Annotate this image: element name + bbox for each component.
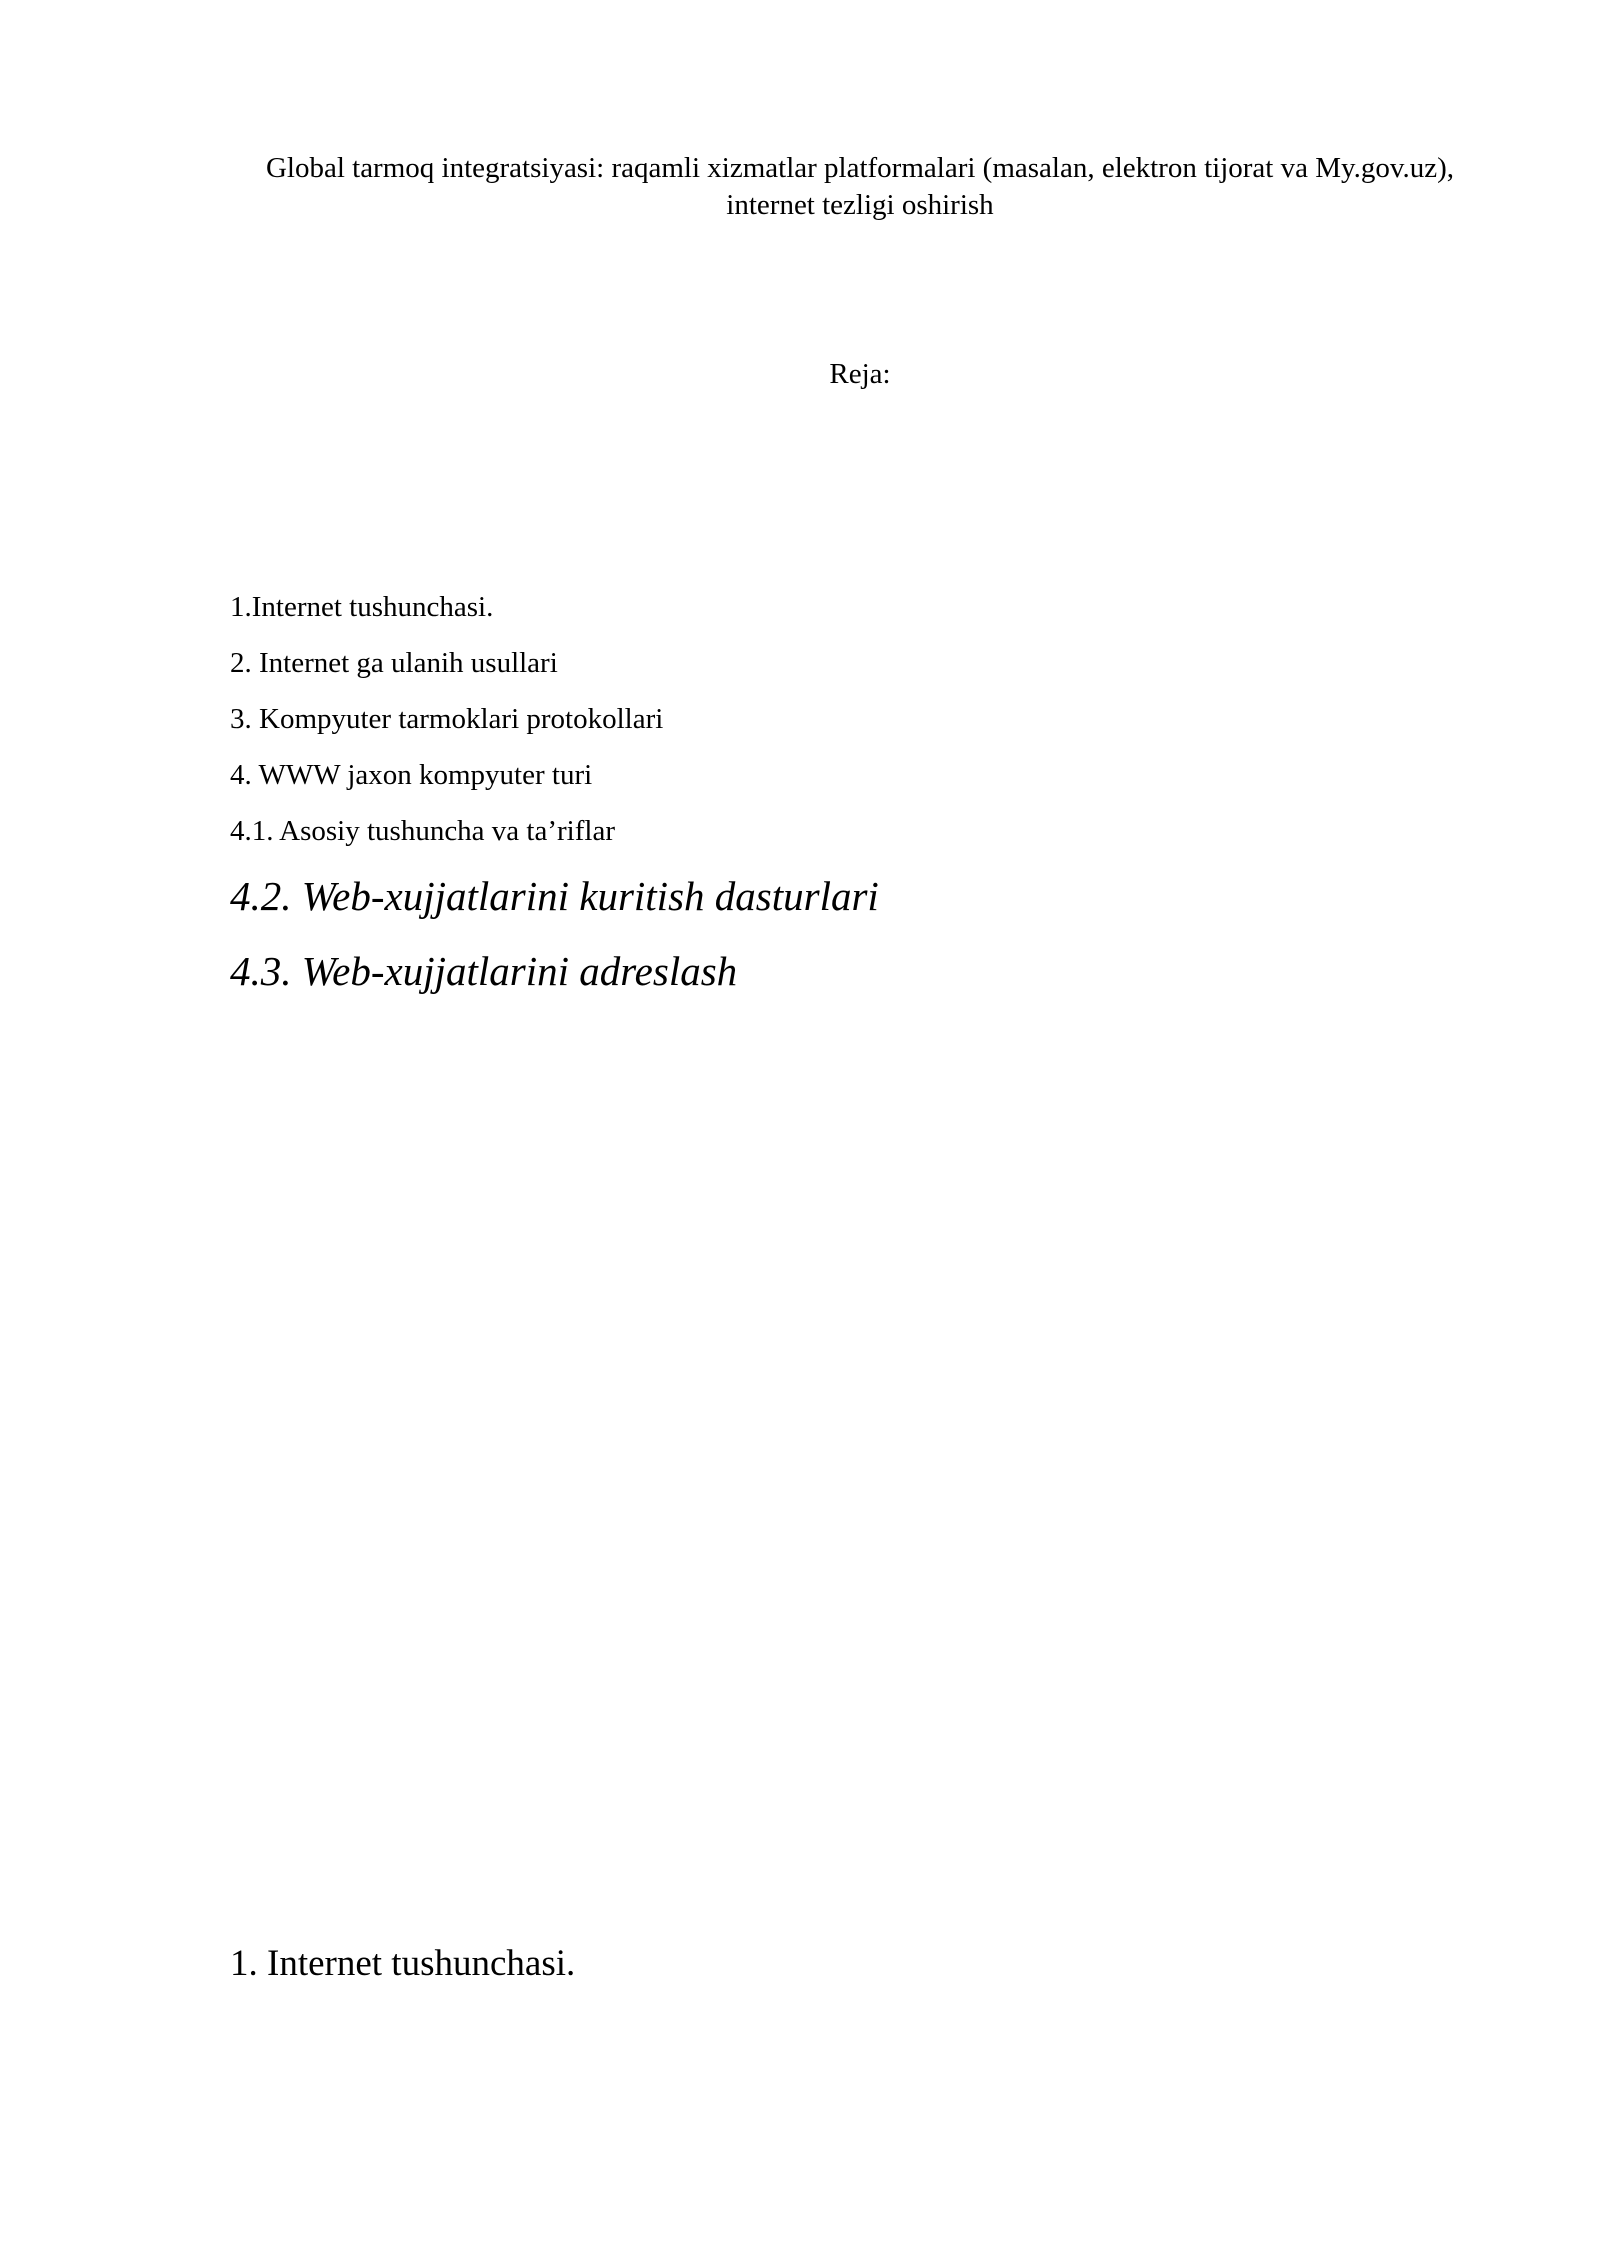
document-title: Global tarmoq integratsiyasi: raqamli xizmatlar platformalari (masalan, elektron tijorat va My.gov.uz), internet tezligi oshirish (265, 152, 1455, 221)
plan-list (230, 579, 879, 1009)
section-heading: 1. Internet tushunchasi. (230, 1943, 576, 1984)
plan-item: 4.3. Web-xujjatlarini adreslash (230, 948, 738, 994)
plan-item: 4. WWW jaxon kompyuter turi (230, 759, 593, 791)
plan-item: 2. Internet ga ulanih usullari (230, 647, 558, 679)
plan-item: 1.Internet tushunchasi. (230, 591, 494, 623)
plan-heading: Reja: (829, 358, 891, 390)
plan-item: 4.2. Web-xujjatlarini kuritish dasturlari (230, 873, 879, 919)
plan-item: 3. Kompyuter tarmoklari protokollari (230, 703, 664, 735)
plan-item: 4.1. Asosiy tushuncha va ta’riflar (230, 815, 615, 847)
